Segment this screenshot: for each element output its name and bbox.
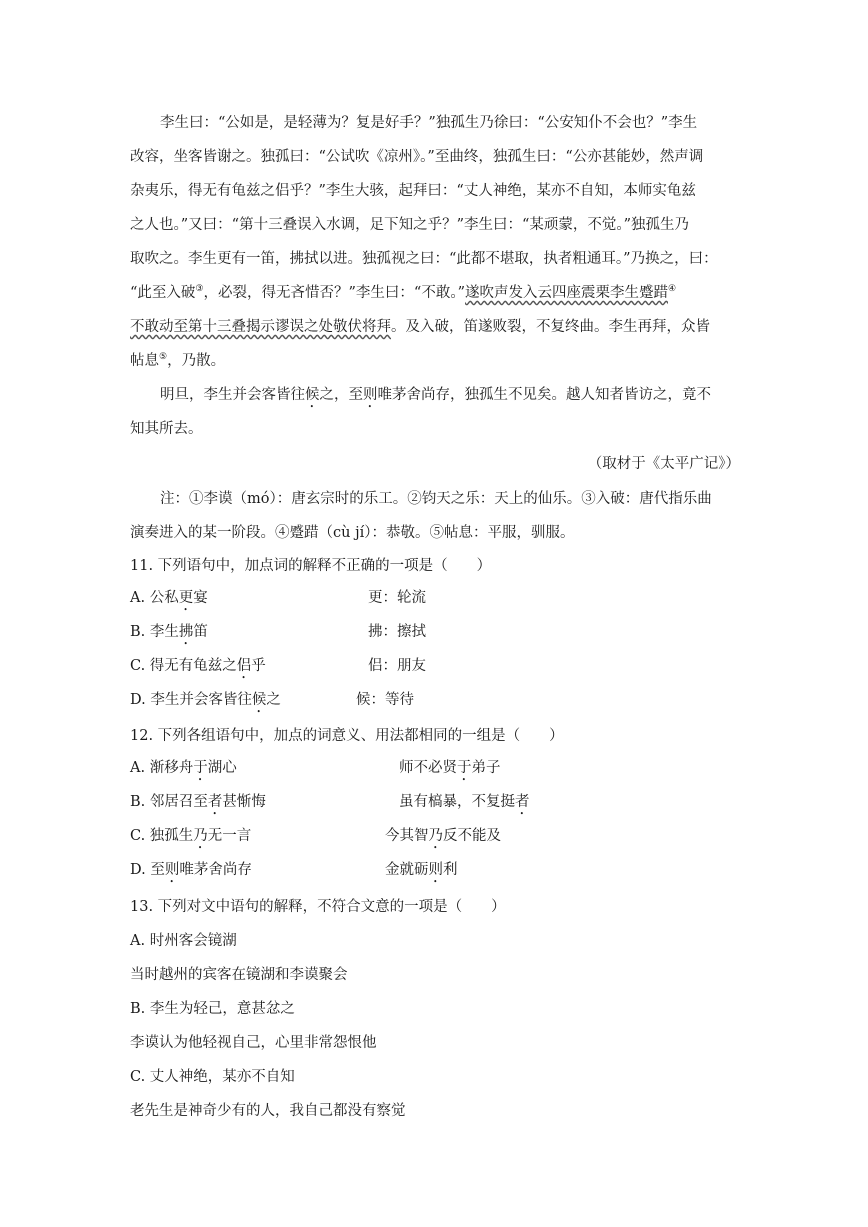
- q12-c-second: [385, 826, 501, 852]
- q12-b-pre: B. 邻居召至: [130, 794, 208, 810]
- q11-option-b[interactable]: [130, 622, 208, 648]
- q13-option-a-explanation: 当时越州的宾客在镜湖和李谟聚会: [130, 967, 348, 983]
- q11-a-post: 宴: [193, 590, 208, 606]
- passage-line-3: 杂夷乐，得无有龟兹之侣乎？”李生大骇，起拜曰：“丈人神绝，某亦不自知，本师实龟兹: [130, 183, 696, 199]
- q11-c-post: 乎: [251, 658, 266, 674]
- passage-line-6: [130, 283, 676, 303]
- q11-d-dotted-word: 候: [251, 692, 267, 708]
- q11-option-c[interactable]: [130, 656, 266, 682]
- q13-option-b[interactable]: B. 李生为轻己，意甚忿之: [130, 1001, 295, 1017]
- passage-line-8-b: ，乃散。: [167, 353, 226, 369]
- q12-a-dotted-word: 于: [193, 760, 208, 776]
- q12-option-c[interactable]: [130, 826, 251, 852]
- passage-p2-text-a: 明旦，李生并会客皆往: [160, 387, 305, 403]
- passage-line-6-b: ，必裂，得无吝惜否？”李生曰：“不敢。”: [203, 285, 465, 301]
- notes-line-2: 演奏进入的某一阶段。④蹙踖（cù jí）：恭敬。⑤帖息：平服，驯服。: [130, 525, 575, 541]
- passage-p2-line-2: 知其所去。: [130, 421, 203, 437]
- q12-b-b-pre: 虽有槁暴，不复挺: [399, 794, 515, 810]
- q13-option-a[interactable]: A. 时州客会镜湖: [130, 933, 237, 949]
- q11-c-gloss: 侣：朋友: [368, 658, 426, 674]
- passage-line-4: 之人也。”又曰：“第十三叠误入水调，足下知之乎？”李生曰：“某顽蒙，不觉。”独孤生乃: [130, 217, 690, 233]
- q12-d-dotted-word: 则: [164, 862, 180, 878]
- q12-d-b-dotted-word: 则: [428, 862, 443, 878]
- q11-option-d[interactable]: [130, 690, 281, 716]
- q12-c-dotted-word: 乃: [193, 828, 208, 844]
- q12-d-b-post: 利: [443, 862, 458, 878]
- q11-b-post: 笛: [193, 624, 208, 640]
- q12-c-b-post: 反不能及: [443, 828, 501, 844]
- q12-a-b-dotted-word: 于: [457, 760, 472, 776]
- question-13-stem: 13. 下列对文中语句的解释，不符合文意的一项是（ ）: [130, 899, 506, 915]
- passage-line-7: [130, 317, 710, 337]
- q11-a-pre: A. 公私: [130, 590, 179, 606]
- q11-d-pre: D. 李生并会客皆往: [130, 692, 252, 708]
- q12-a-post: 湖心: [207, 760, 237, 776]
- q12-d-b-pre: 金就砺: [385, 862, 429, 878]
- q12-b-b-dotted-word: 者: [515, 794, 530, 810]
- footnote-marker-4: ④: [668, 284, 677, 295]
- passage-line-2: 改容，坐客皆谢之。独孤曰：“公试吹《凉州》。”至曲终，独孤生曰：“公亦甚能妙，然声调: [130, 149, 704, 165]
- q12-a-b-pre: 师不必贤: [399, 760, 457, 776]
- q11-d-gloss: 候：等待: [356, 692, 414, 708]
- q11-a-dotted-word: 更: [178, 590, 194, 606]
- q13-option-c[interactable]: C. 丈人神绝，某亦不自知: [130, 1069, 295, 1085]
- passage-line-7-b: 。及入破，笛遂败裂，不复终曲。李生再拜，众皆: [391, 319, 710, 335]
- passage-p2-text-c: 之，至: [319, 387, 363, 403]
- q11-option-a[interactable]: [130, 588, 208, 614]
- passage-p2-line-1: [160, 385, 711, 411]
- q12-c-b-dotted-word: 乃: [428, 828, 443, 844]
- passage-line-8: [130, 351, 225, 371]
- q13-option-c-explanation: 老先生是神奇少有的人，我自己都没有察觉: [130, 1103, 406, 1119]
- q12-d-second: [385, 860, 458, 886]
- question-11-stem: 11. 下列语句中，加点词的解释不正确的一项是（ ）: [130, 558, 492, 574]
- source-citation: （取材于《太平广记》）: [587, 456, 740, 472]
- q11-d-post: 之: [266, 692, 281, 708]
- q12-d-pre: D. 至: [130, 862, 165, 878]
- passage-line-8-a: 帖息: [130, 353, 159, 369]
- q11-c-dotted-word: 侣: [236, 658, 252, 674]
- q12-b-post: 甚惭悔: [222, 794, 266, 810]
- passage-line-1: 李生曰：“公如是，是轻薄为？复是好手？”独孤生乃徐曰：“公安知仆不会也？”李生: [160, 115, 698, 131]
- passage-p2-text-e: 唯茅舍尚存，独孤生不见矣。越人知者皆访之，竟不: [377, 387, 711, 403]
- q12-c-b-pre: 今其智: [385, 828, 429, 844]
- q11-c-pre: C. 得无有龟兹之: [130, 658, 237, 674]
- underlined-sentence-part-2: 不敢动至第十三叠揭示谬误之处敬伏将拜: [130, 319, 391, 335]
- passage-line-6-a: “此至入破: [130, 285, 196, 301]
- question-12-stem: 12. 下列各组语句中，加点的词意义、用法都相同的一组是（ ）: [130, 728, 564, 744]
- q11-b-pre: B. 李生: [130, 624, 179, 640]
- q12-c-post: 无一言: [207, 828, 252, 844]
- footnote-marker-5: ⑤: [159, 352, 168, 363]
- q12-option-b[interactable]: [130, 792, 266, 818]
- q12-a-pre: A. 渐移舟: [130, 760, 194, 776]
- q12-b-second: [399, 792, 530, 818]
- dotted-word-ze: 则: [363, 387, 378, 403]
- q11-a-gloss: 更：轮流: [368, 590, 426, 606]
- underlined-sentence-part-1: 遂吹声发入云四座震栗李生蹙踖: [465, 285, 668, 301]
- q12-b-dotted-word: 者: [207, 794, 223, 810]
- q12-option-d[interactable]: [130, 860, 252, 886]
- q12-a-b-post: 弟子: [471, 760, 501, 776]
- footnote-marker-3: ③: [195, 284, 204, 295]
- q12-d-post: 唯茅舍尚存: [179, 862, 252, 878]
- q12-option-a[interactable]: [130, 758, 237, 784]
- q12-a-second: [399, 758, 501, 784]
- q12-c-pre: C. 独孤生: [130, 828, 194, 844]
- dotted-word-hou: 候: [305, 387, 320, 403]
- q11-b-gloss: 拂：擦拭: [368, 624, 426, 640]
- q13-option-b-explanation: 李谟认为他轻视自己，心里非常怨恨他: [130, 1035, 377, 1051]
- passage-line-5: 取吹之。李生更有一笛，拂拭以进。独孤视之曰：“此都不堪取，执者粗通耳。”乃换之，曰：: [130, 251, 718, 267]
- q11-b-dotted-word: 拂: [178, 624, 194, 640]
- notes-line-1: 注：①李谟（mó）：唐玄宗时的乐工。②钧天之乐：天上的仙乐。③入破：唐代指乐曲: [160, 491, 712, 507]
